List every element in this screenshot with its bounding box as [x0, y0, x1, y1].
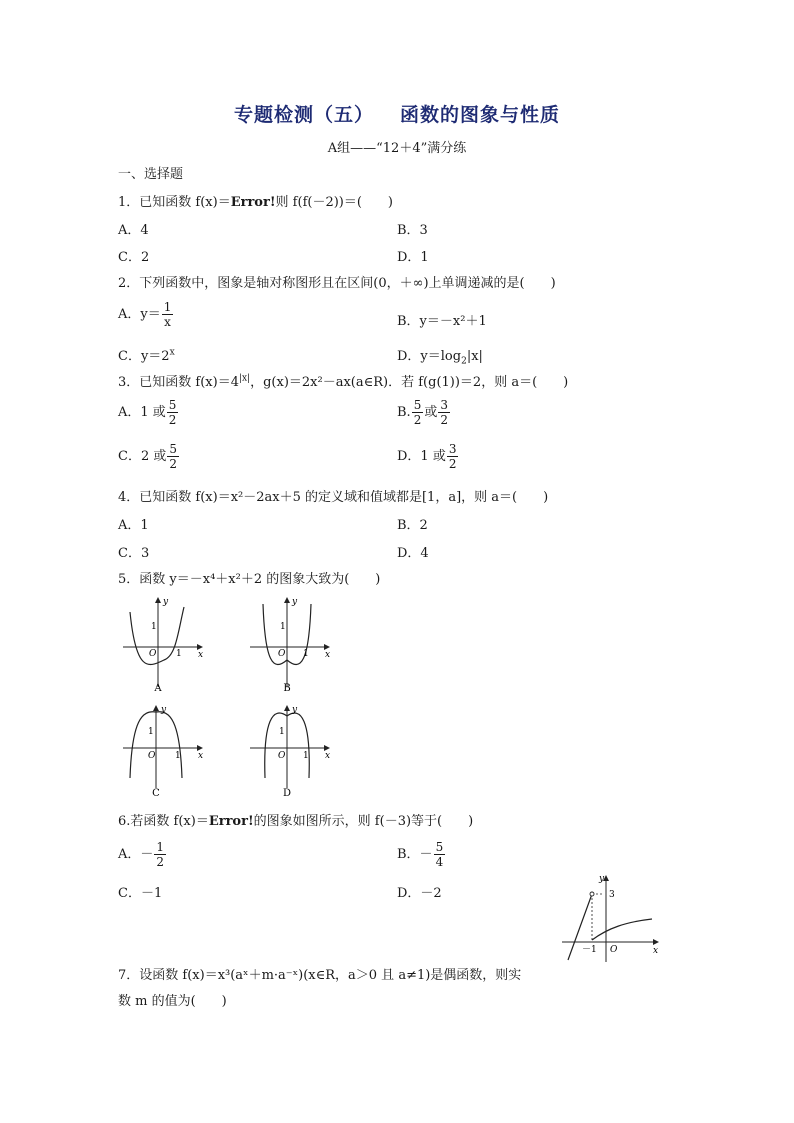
svg-text:x: x: [653, 946, 659, 956]
svg-text:A: A: [154, 683, 162, 692]
q1-option-b: B．3: [397, 223, 428, 238]
graph-q6: [560, 872, 664, 964]
page-subtitle: A组——“12＋4”满分练: [327, 141, 467, 156]
svg-text:B: B: [283, 683, 291, 692]
error-text: Error!: [230, 195, 276, 210]
question-1-stem: 1．已知函数 f(x)＝Error!则 f(f(－2))＝( ): [118, 195, 394, 210]
q4-option-c: C．3: [118, 546, 150, 561]
fraction: $\frac{1}{x}$: [163, 300, 172, 329]
q1-option-c: C．2: [118, 250, 150, 265]
page-title: [0, 100, 794, 127]
title-part-a: 专题检测（五）: [233, 104, 374, 126]
question-3-stem: 3．已知函数 $f(x)=4^{|x|}$，g(x)＝2x²－ax(a∈R)．若 f(g(1))＝2，则 a＝( ): [118, 373, 569, 390]
q3-option-a: A．1 或 $\frac{5}{2}$: [118, 398, 177, 427]
svg-text:x: x: [325, 650, 331, 660]
q2-option-d: D．$y=\log_2|x|$: [397, 349, 483, 367]
svg-text:O: O: [278, 751, 286, 761]
q2-option-c: C．$y=2^x$: [118, 347, 175, 364]
svg-text:－1: －1: [582, 945, 597, 955]
svg-text:1: 1: [148, 727, 154, 737]
svg-text:1: 1: [303, 751, 309, 761]
svg-text:y: y: [292, 597, 298, 607]
svg-text:O: O: [610, 945, 618, 955]
question-7-line-2: 数 m 的值为( ): [118, 994, 227, 1009]
title-part-b: 函数的图象与性质: [400, 104, 561, 126]
q4-option-a: A．1: [118, 518, 149, 533]
svg-text:x: x: [325, 751, 331, 761]
svg-text:y: y: [161, 705, 167, 715]
svg-text:O: O: [148, 751, 156, 761]
svg-text:1: 1: [280, 622, 286, 632]
question-5-stem: 5．函数 y＝－x⁴＋x²＋2 的图象大致为( ): [118, 572, 381, 587]
q4-option-b: B．2: [397, 518, 428, 533]
q1-option-a: A．4: [118, 223, 149, 238]
q2-option-b: B．y＝－x²＋1: [397, 314, 487, 329]
q3-option-c: C．2 或 $\frac{5}{2}$: [118, 442, 177, 471]
svg-text:y: y: [163, 597, 169, 607]
graph-d: [245, 700, 335, 800]
error-text: Error!: [208, 814, 254, 829]
svg-text:C: C: [152, 788, 160, 799]
q6-option-d: D．－2: [397, 886, 442, 901]
graph-b: [245, 592, 335, 692]
svg-text:x: x: [198, 650, 204, 660]
q3-option-b: B. $\frac{5}{2}$ 或 $\frac{3}{2}$: [397, 398, 448, 427]
svg-text:O: O: [278, 649, 286, 659]
graph-c: [118, 700, 208, 800]
svg-text:D: D: [282, 788, 292, 799]
graph-a: [118, 592, 208, 692]
svg-text:1: 1: [175, 751, 181, 761]
svg-text:y: y: [599, 874, 605, 884]
question-7-line-1: 7．设函数 f(x)＝x³(aˣ＋m·a⁻ˣ)(x∈R，a＞0 且 a≠1)是偶函数，则实: [118, 968, 522, 983]
q6-option-c: C．－1: [118, 886, 163, 901]
q2-option-a: A．y＝ $\frac{1}{x}$: [118, 300, 172, 329]
q6-option-b: B．－ $\frac{5}{4}$: [397, 840, 444, 869]
question-2-stem: 2．下列函数中，图象是轴对称图形且在区间(0，＋∞)上单调递减的是( ): [118, 276, 556, 291]
svg-text:x: x: [198, 751, 204, 761]
svg-text:1: 1: [176, 649, 182, 659]
q4-option-d: D．4: [397, 546, 429, 561]
svg-text:1: 1: [151, 622, 157, 632]
svg-text:1: 1: [279, 727, 285, 737]
q6-option-a: A．－ $\frac{1}{2}$: [118, 840, 165, 869]
svg-text:1: 1: [303, 649, 309, 659]
svg-text:3: 3: [609, 890, 615, 900]
q3-option-d: D．1 或 $\frac{3}{2}$: [397, 442, 457, 471]
question-4-stem: 4．已知函数 f(x)＝x²－2ax＋5 的定义域和值域都是[1，a]，则 a＝( ): [118, 490, 549, 505]
svg-text:y: y: [292, 705, 298, 715]
question-6-stem: 6.若函数 f(x)＝Error!的图象如图所示，则 f(－3)等于( ): [118, 814, 474, 829]
q1-option-d: D．1: [397, 250, 429, 265]
section-heading: 一、选择题: [118, 167, 184, 182]
svg-text:O: O: [149, 649, 157, 659]
